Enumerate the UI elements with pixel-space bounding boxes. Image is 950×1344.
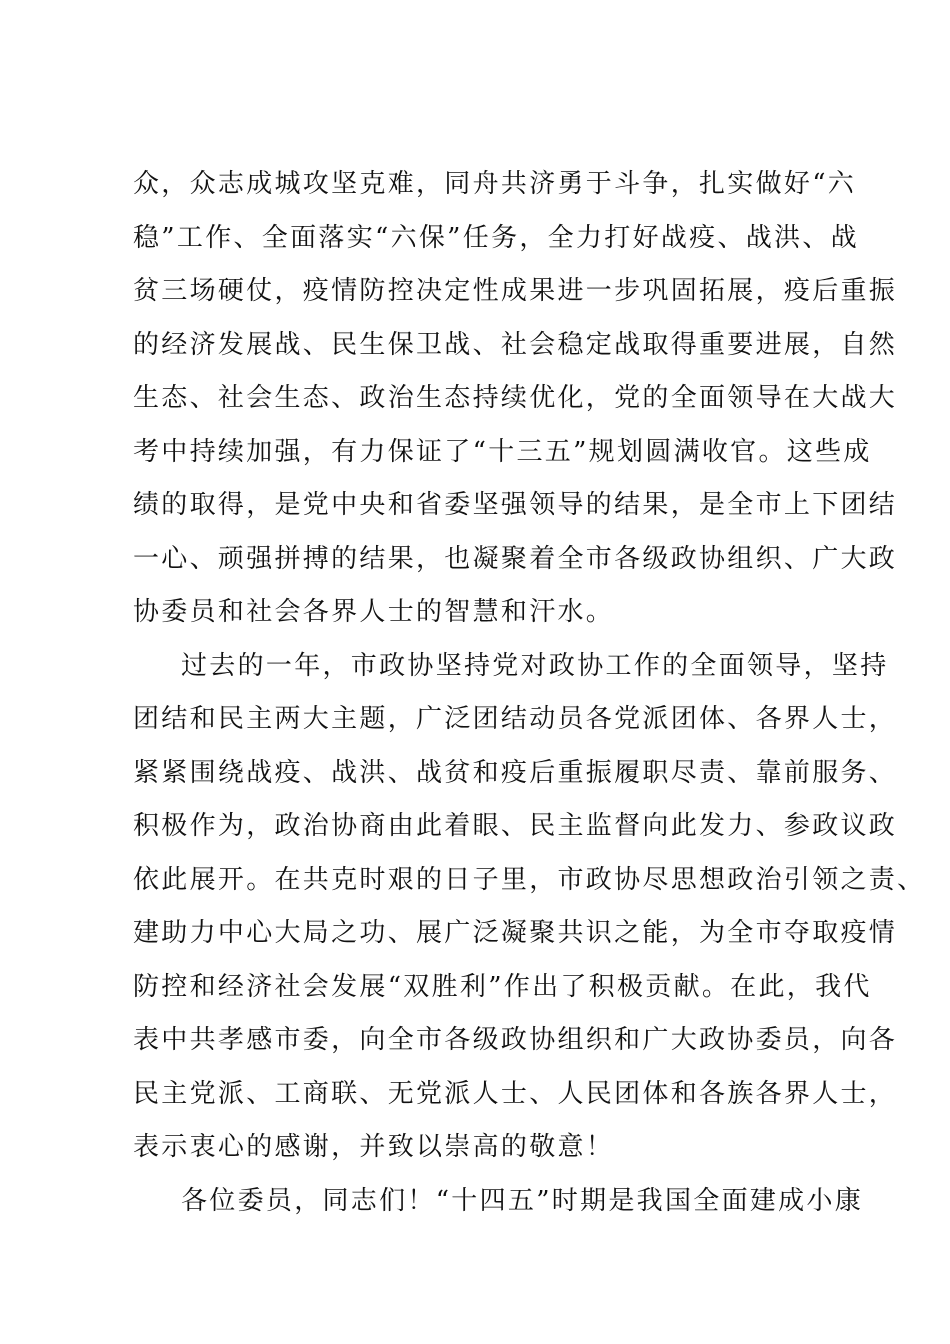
text-line: 贫三场硬仗，疫情防控决定性成果进一步巩固拓展，疫后重振 xyxy=(133,276,898,306)
text-line: 稳”工作、全面落实“六保”任务，全力打好战疫、战洪、战 xyxy=(133,222,859,253)
text-line: 依此展开。在共克时艰的日子里，市政协尽思想政治引领之责、 xyxy=(133,864,926,895)
text-line: 一心、顽强拼搏的结果，也凝聚着全市各级政协组织、广大政 xyxy=(133,543,898,574)
text-line: 协委员和社会各界人士的智慧和汗水。 xyxy=(133,597,615,627)
text-line: 绩的取得，是党中央和省委坚强领导的结果，是全市上下团结 xyxy=(133,490,898,520)
text-line: 各位委员，同志们！“十四五”时期是我国全面建成小康 xyxy=(181,1185,864,1216)
text-line: 防控和经济社会发展“双胜利”作出了积极贡献。在此，我代 xyxy=(133,971,872,1002)
text-line: 紧紧围绕战疫、战洪、战贫和疫后重振履职尽责、靠前服务、 xyxy=(133,757,898,788)
text-line: 的经济发展战、民生保卫战、社会稳定战取得重要进展，自然 xyxy=(133,329,898,360)
text-line: 众，众志成城攻坚克难，同舟共济勇于斗争，扎实做好“六 xyxy=(133,169,857,199)
text-line: 积极作为，政治协商由此着眼、民主监督向此发力、参政议政 xyxy=(133,811,898,841)
text-line: 生态、社会生态、政治生态持续优化，党的全面领导在大战大 xyxy=(133,383,898,413)
body-text xyxy=(133,158,926,1228)
text-line: 过去的一年，市政协坚持党对政协工作的全面领导，坚持 xyxy=(181,650,889,681)
text-line: 考中持续加强，有力保证了“十三五”规划圆满收官。这些成 xyxy=(133,436,872,467)
text-line: 表示衷心的感谢，并致以崇高的敬意！ xyxy=(133,1132,615,1162)
text-line: 建助力中心大局之功、展广泛凝聚共识之能，为全市夺取疫情 xyxy=(133,918,898,948)
text-line: 表中共孝感市委，向全市各级政协组织和广大政协委员，向各 xyxy=(133,1025,898,1055)
text-line: 团结和民主两大主题，广泛团结动员各党派团体、各界人士， xyxy=(133,704,898,734)
text-line: 民主党派、工商联、无党派人士、人民团体和各族各界人士， xyxy=(133,1078,898,1109)
